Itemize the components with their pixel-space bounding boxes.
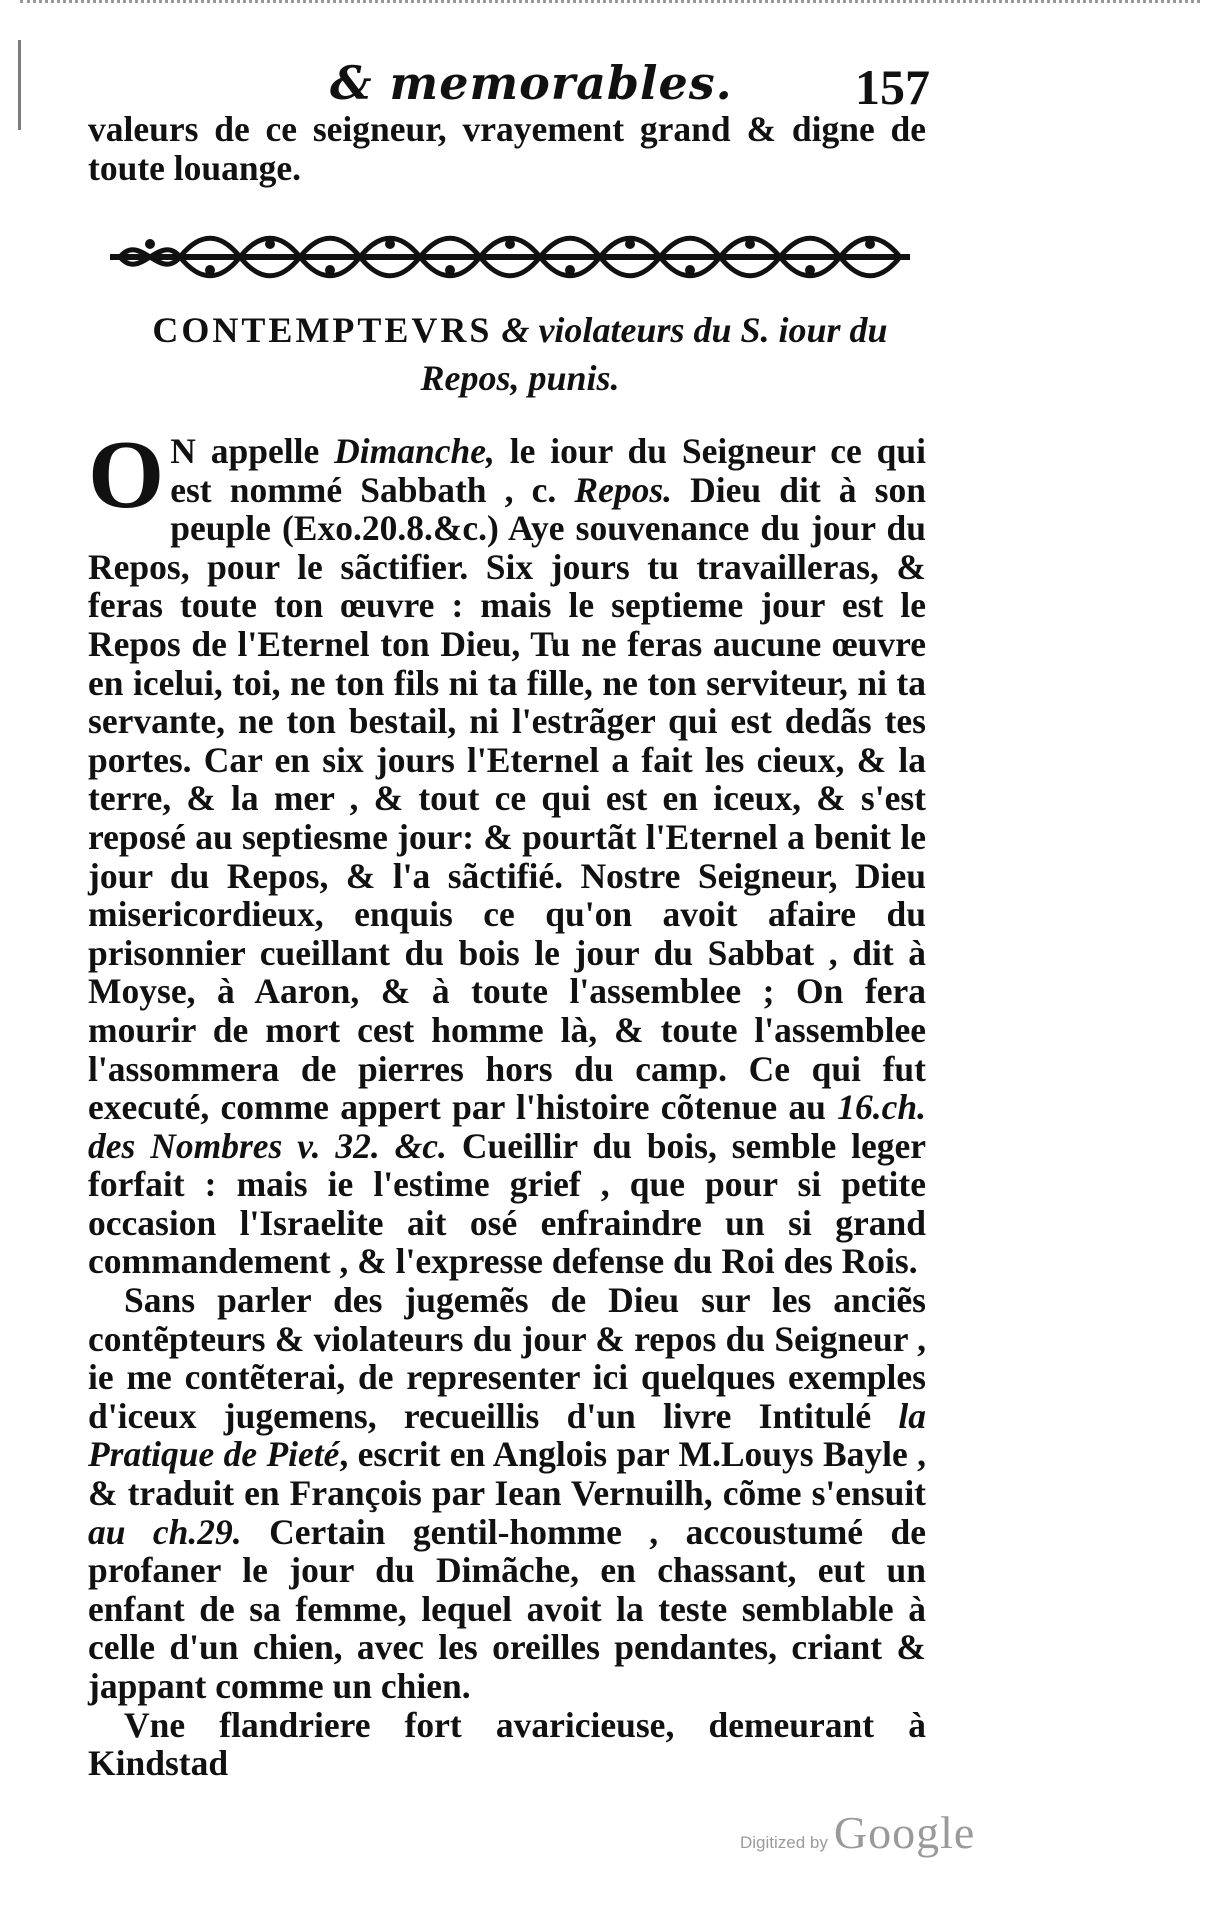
- page-number: 157: [855, 59, 930, 115]
- paragraph-3-text: Vne flandriere fort avaricieuse, demeurant à Kindstad: [88, 1704, 926, 1784]
- paragraph-2-italic: au ch.29.: [88, 1511, 242, 1552]
- scan-edge-marks: [20, 0, 1200, 15]
- paragraph-1-text: N appelle: [170, 431, 335, 471]
- paragraph-1-italic: Repos.: [574, 469, 673, 510]
- scan-margin-marks: [18, 40, 27, 130]
- watermark-small-text: Digitized by: [740, 1833, 828, 1852]
- paragraph-1-text: Cueillir du bois, semble leger forfait : mais ie l'estime grief , que pour si petite occasion l'Israelite ait osé enfraindre un si grand commandement , & l'expresse defense du Roi des Rois.: [88, 1125, 926, 1282]
- chapter-title: [120, 306, 920, 402]
- paragraph-2-text: Certain gentil-homme , accoustumé de profaner le jour du Dimãche, en chassant, eut un enfant de sa femme, lequel avoit la teste semblable à celle d'un chien, avec les oreilles pendantes, criant & jappant comme un chien.: [88, 1511, 926, 1706]
- running-head: & memorables.: [330, 56, 733, 110]
- watermark-logo-text: Google: [833, 1807, 976, 1858]
- paragraph-2-italic: la Pratique de Pieté: [88, 1395, 926, 1475]
- ornamental-divider: [110, 232, 910, 282]
- paragraph-1: [88, 421, 926, 1282]
- carry-over-text: valeurs de ce seigneur, vrayement grand & digne de toute louange.: [88, 109, 926, 188]
- paragraph-2: [88, 1281, 926, 1706]
- chapter-title-caps: CONTEMPTEVRS: [152, 310, 493, 350]
- paragraph-2-text: Sans parler des jugemẽs de Dieu sur les anciẽs contẽpteurs & violateurs du jour & repos du Seigneur , ie me contẽterai, de representer ici quelques exemples d'iceux jugemens, recueillis d'un livre Intitulé: [88, 1280, 926, 1436]
- paragraph-1-italic: Dimanche,: [334, 431, 495, 471]
- drop-cap: O: [88, 421, 165, 529]
- digitized-watermark: [740, 1806, 975, 1859]
- paragraph-3: [88, 1706, 926, 1783]
- ornament-band-icon: [110, 232, 910, 282]
- paragraph-1-text: Dieu dit à son peuple (Exo.20.8.&c.) Aye souvenance du jour du Repos, pour le sãctifier. Six jours tu travailleras, & feras toute ton œuvre : mais le septieme jour est le Repos de l'Eternel ton Dieu, Tu ne feras aucune œuvre en icelui, toi, ne ton fils ni ta fille, ne ton serviteur, ni ta servante, ne ton bestail, ni l'estrãger qui est dedãs tes portes. Car en six jours l'Eternel a fait les cieux, & la terre, & la mer , & tout ce qui est en iceux, & s'est reposé au septiesme jour: & pourtãt l'Eternel a benit le jour du Repos, & l'a sãctifié. Nostre Seigneur, Dieu misericordieux, enquis ce qu'on avoit afaire du prisonnier cueillant du bois le jour du Sabbat , dit à Moyse, à Aaron, & à toute l'assemblee ; On fera mourir de mort cest homme là, & toute l'assemblee l'assommera de pierres hors du camp. Ce qui fut executé, comme appert par l'histoire cõtenue au: [88, 469, 926, 1128]
- chapter-title-italic: & violateurs du S. iour du Repos, punis.: [420, 310, 888, 398]
- body-text: [88, 421, 926, 1784]
- paragraph-1-italic: 16.ch. des Nombres v. 32. &c.: [88, 1087, 926, 1166]
- paragraph-2-text: , escrit en Anglois par M.Louys Bayle , & traduit en François par Iean Vernuilh, cõme s'ensuit: [88, 1434, 926, 1514]
- paragraph-1-text: le iour du Seigneur ce qui est nommé Sabbath , c.: [170, 431, 926, 510]
